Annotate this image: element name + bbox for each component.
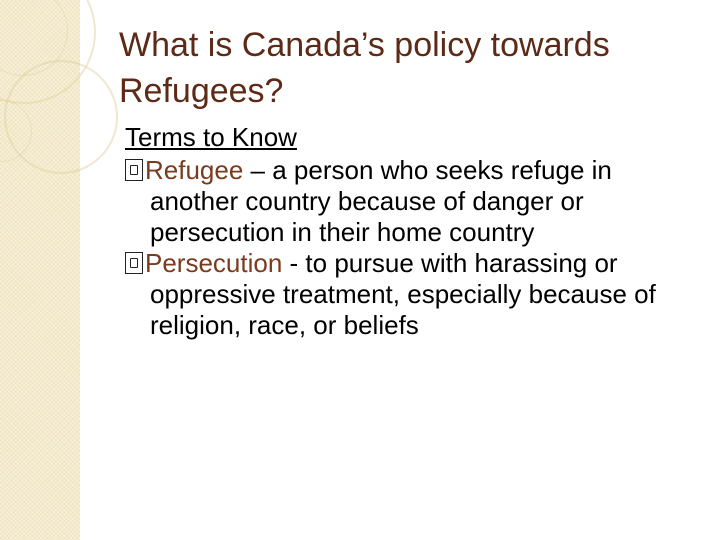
bullet-item-refugee (145, 155, 705, 248)
slide-body (125, 122, 705, 341)
term-definition: - to pursue with harassing or oppressive treatment, especially because of religion, race, or beliefs (150, 248, 656, 340)
subheading: Terms to Know (125, 122, 297, 152)
decorative-band (0, 0, 80, 540)
bullet-box-icon (125, 252, 143, 274)
slide-title: What is Canada’s policy towards Refugees? (119, 26, 610, 110)
term-definition: – a person who seeks refuge in another country because of danger or persecution in their home country (150, 155, 612, 247)
term-label: Persecution (145, 248, 283, 278)
bullet-box-icon (125, 159, 143, 181)
term-label: Refugee (145, 155, 244, 185)
bullet-item-persecution (145, 248, 705, 341)
